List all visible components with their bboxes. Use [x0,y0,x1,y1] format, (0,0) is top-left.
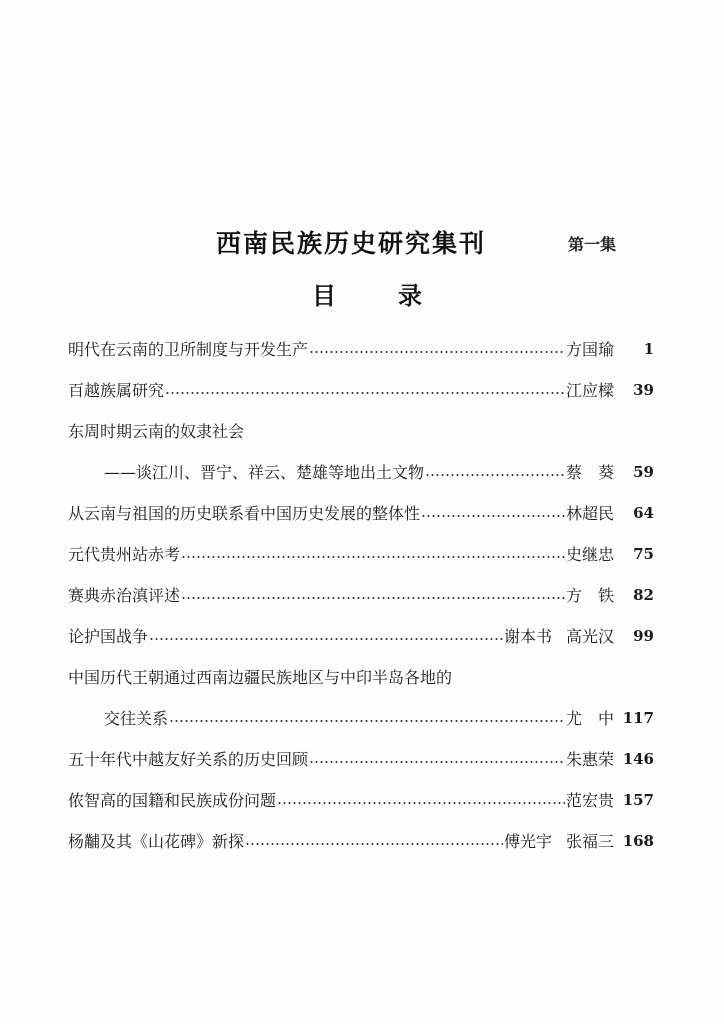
entry-page: 146 [622,749,654,768]
entry-author: 范宏贵 [565,791,614,810]
toc-entry[interactable] [68,574,654,615]
dot-leader [309,351,565,353]
toc-entry[interactable] [68,820,654,861]
entry-author: 方 铁 [565,586,614,605]
toc-entry[interactable] [68,328,654,369]
title-row [216,224,656,260]
toc-entry[interactable] [68,369,654,410]
entry-author: 方国瑜 [565,340,614,359]
entry-page: 117 [622,708,654,727]
entry-title: 论护国战争 [68,627,149,646]
dot-leader [309,761,565,763]
entry-page: 168 [622,831,654,850]
entry-page: 157 [622,790,654,809]
toc-entry[interactable] [68,738,654,779]
toc-entry[interactable] [68,656,654,697]
toc-entry-subtitle[interactable] [68,451,654,492]
entry-title: 东周时期云南的奴隶社会 [68,422,245,441]
entry-title: 从云南与祖国的历史联系看中国历史发展的整体性 [68,504,421,523]
dot-leader [149,638,503,640]
dot-leader [425,474,565,476]
table-of-contents [68,328,654,861]
toc-entry[interactable] [68,410,654,451]
toc-entry[interactable] [68,533,654,574]
toc-entry[interactable] [68,492,654,533]
journal-title: 西南民族历史研究集刊 [216,229,487,258]
entry-page: 1 [643,339,654,358]
entry-page: 59 [633,462,654,481]
toc-entry[interactable] [68,779,654,820]
volume-label: 第一集 [568,235,617,254]
entry-page: 75 [633,544,654,563]
contents-heading [312,276,422,311]
dot-leader [421,515,565,517]
entry-subtitle: ——谈江川、晋宁、祥云、楚雄等地出土文物 [104,463,425,482]
entry-title: 百越族属研究 [68,381,165,400]
contents-heading-char-2: 录 [398,281,422,310]
contents-heading-char-1: 目 [312,281,336,310]
entry-page: 82 [633,585,654,604]
entry-authors: 傅光宇 张福三 [503,832,614,851]
dot-leader [181,556,565,558]
entry-author: 史继忠 [565,545,614,564]
entry-page: 64 [633,503,654,522]
entry-title: 元代贵州站赤考 [68,545,181,564]
dot-leader [277,802,565,804]
entry-title: 五十年代中越友好关系的历史回顾 [68,750,309,769]
entry-title: 侬智高的国籍和民族成份问题 [68,791,277,810]
entry-page: 99 [633,626,654,645]
toc-entry[interactable] [68,615,654,656]
entry-title-continued: 交往关系 [104,709,169,728]
toc-entry-continuation[interactable] [68,697,654,738]
dot-leader [245,843,503,845]
entry-title: 杨黼及其《山花碑》新探 [68,832,245,851]
entry-author: 蔡 葵 [565,463,614,482]
entry-page: 39 [633,380,654,399]
entry-title: 赛典赤治滇评述 [68,586,181,605]
entry-author: 朱惠荣 [565,750,614,769]
entry-title: 明代在云南的卫所制度与开发生产 [68,340,309,359]
entry-author: 尤 中 [565,709,614,728]
dot-leader [165,392,565,394]
entry-title: 中国历代王朝通过西南边疆民族地区与中印半岛各地的 [68,668,453,687]
dot-leader [169,720,565,722]
entry-author: 林超民 [565,504,614,523]
dot-leader [181,597,565,599]
entry-author: 江应樑 [565,381,614,400]
entry-authors: 谢本书 高光汉 [503,627,614,646]
